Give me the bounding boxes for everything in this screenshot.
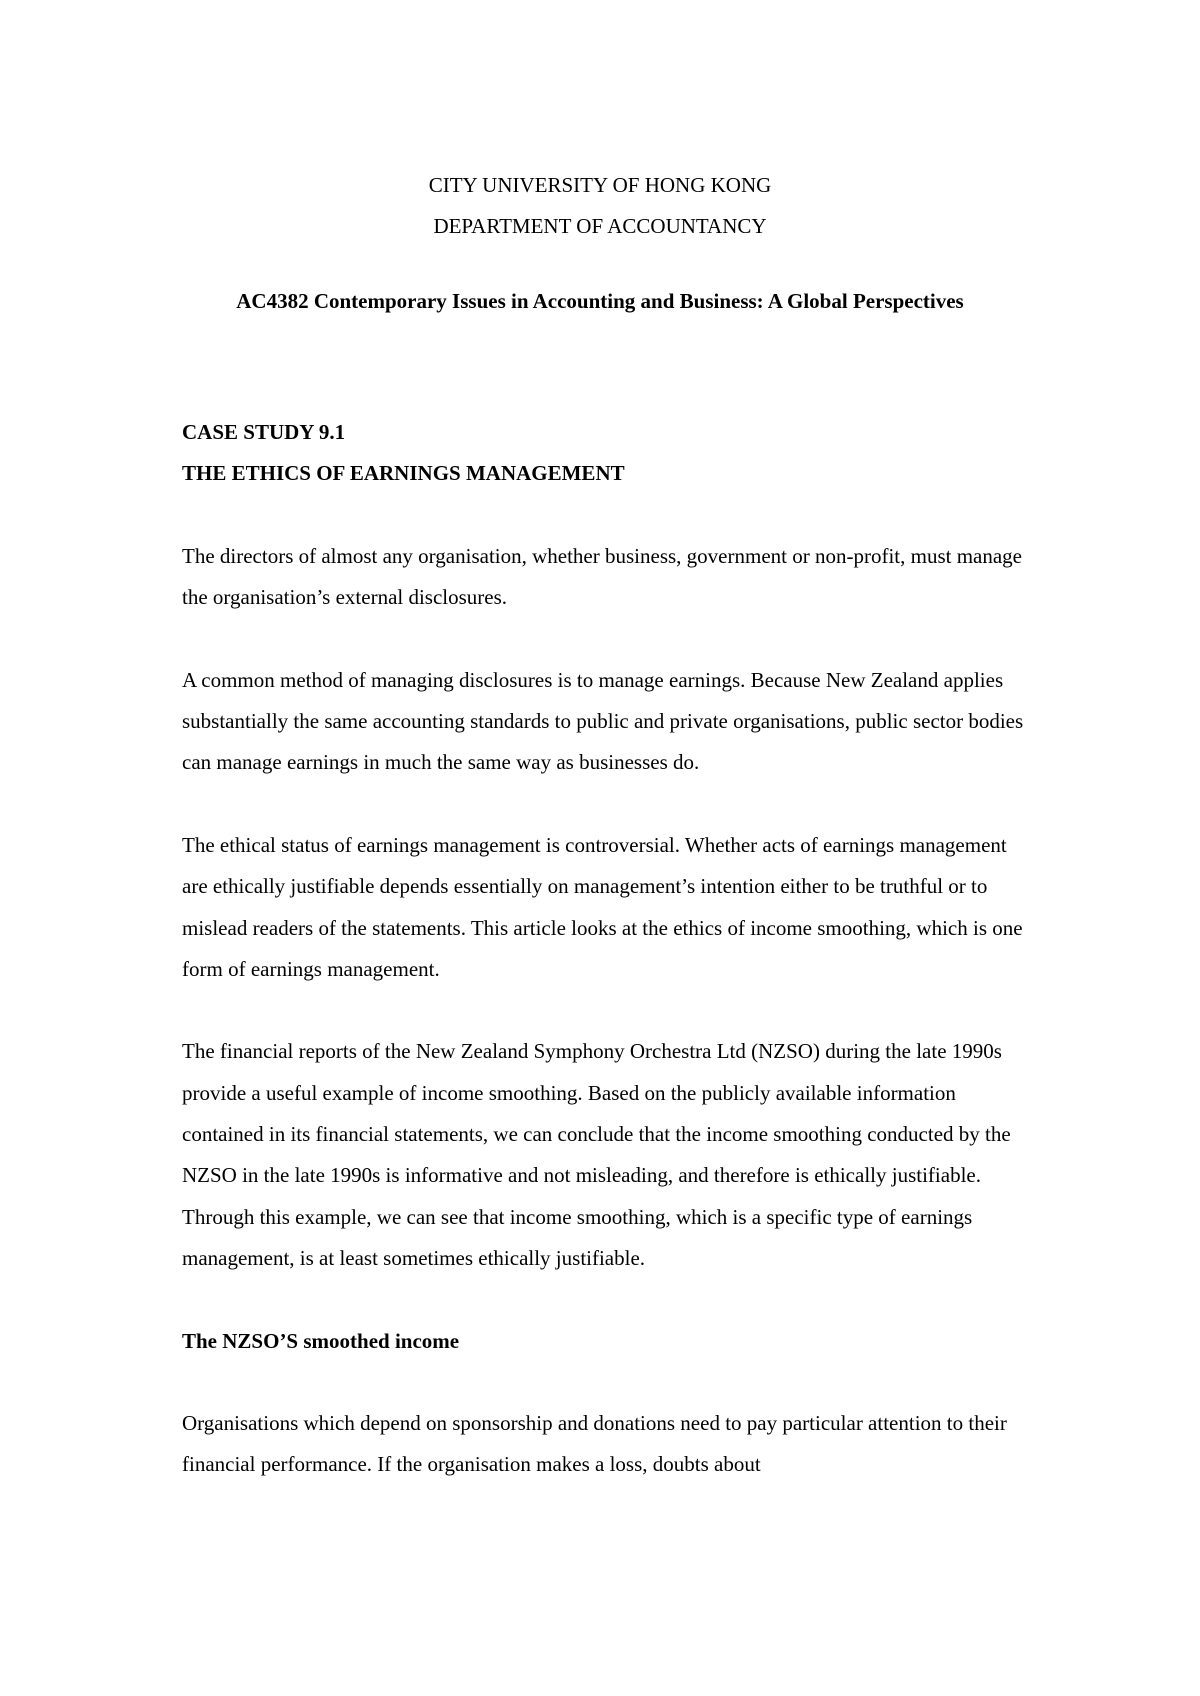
- section-paragraph: Organisations which depend on sponsorship and donations need to pay particular attention to their financial performance. If the organisation makes a loss, doubts about: [182, 1411, 1007, 1477]
- document-header: [0, 165, 1200, 247]
- course-title: AC4382 Contemporary Issues in Accounting and Business: A Global Perspectives: [236, 289, 964, 313]
- section-heading: The NZSO’S smoothed income: [182, 1328, 460, 1353]
- paragraph-2: A common method of managing disclosures is to manage earnings. Because New Zealand applies substantially the same accounting standards to public and private organisations, public sector bodies can manage earnings in much the same way as businesses do.: [182, 667, 1024, 775]
- university-name: CITY UNIVERSITY OF HONG KONG: [428, 173, 772, 197]
- document-body: [182, 412, 1032, 1486]
- case-study-number: CASE STUDY 9.1: [182, 420, 346, 444]
- paragraph-1: The directors of almost any organisation, whether business, government or non-profit, must manage the organisation’s external disclosures.: [182, 543, 1022, 610]
- department-name: DEPARTMENT OF ACCOUNTANCY: [433, 214, 767, 238]
- paragraph-4: The financial reports of the New Zealand Symphony Orchestra Ltd (NZSO) during the late 1990s provide a useful example of income smoothing. Based on the publicly available information contained in its financial statements, we can conclude that the income smoothing conducted by the NZSO in the late 1990s is informative and not misleading, and therefore is ethically justifiable. Through this example, we can see that income smoothing, which is a specific type of earnings management, is at least sometimes ethically justifiable.: [182, 1039, 1011, 1270]
- case-study-title: THE ETHICS OF EARNINGS MANAGEMENT: [182, 461, 625, 486]
- paragraph-3: The ethical status of earnings management is controversial. Whether acts of earnings management are ethically justifiable depends essentially on management’s intention either to be truthful or to mislead readers of the statements. This article looks at the ethics of income smoothing, which is one form of earnings management.: [182, 832, 1023, 981]
